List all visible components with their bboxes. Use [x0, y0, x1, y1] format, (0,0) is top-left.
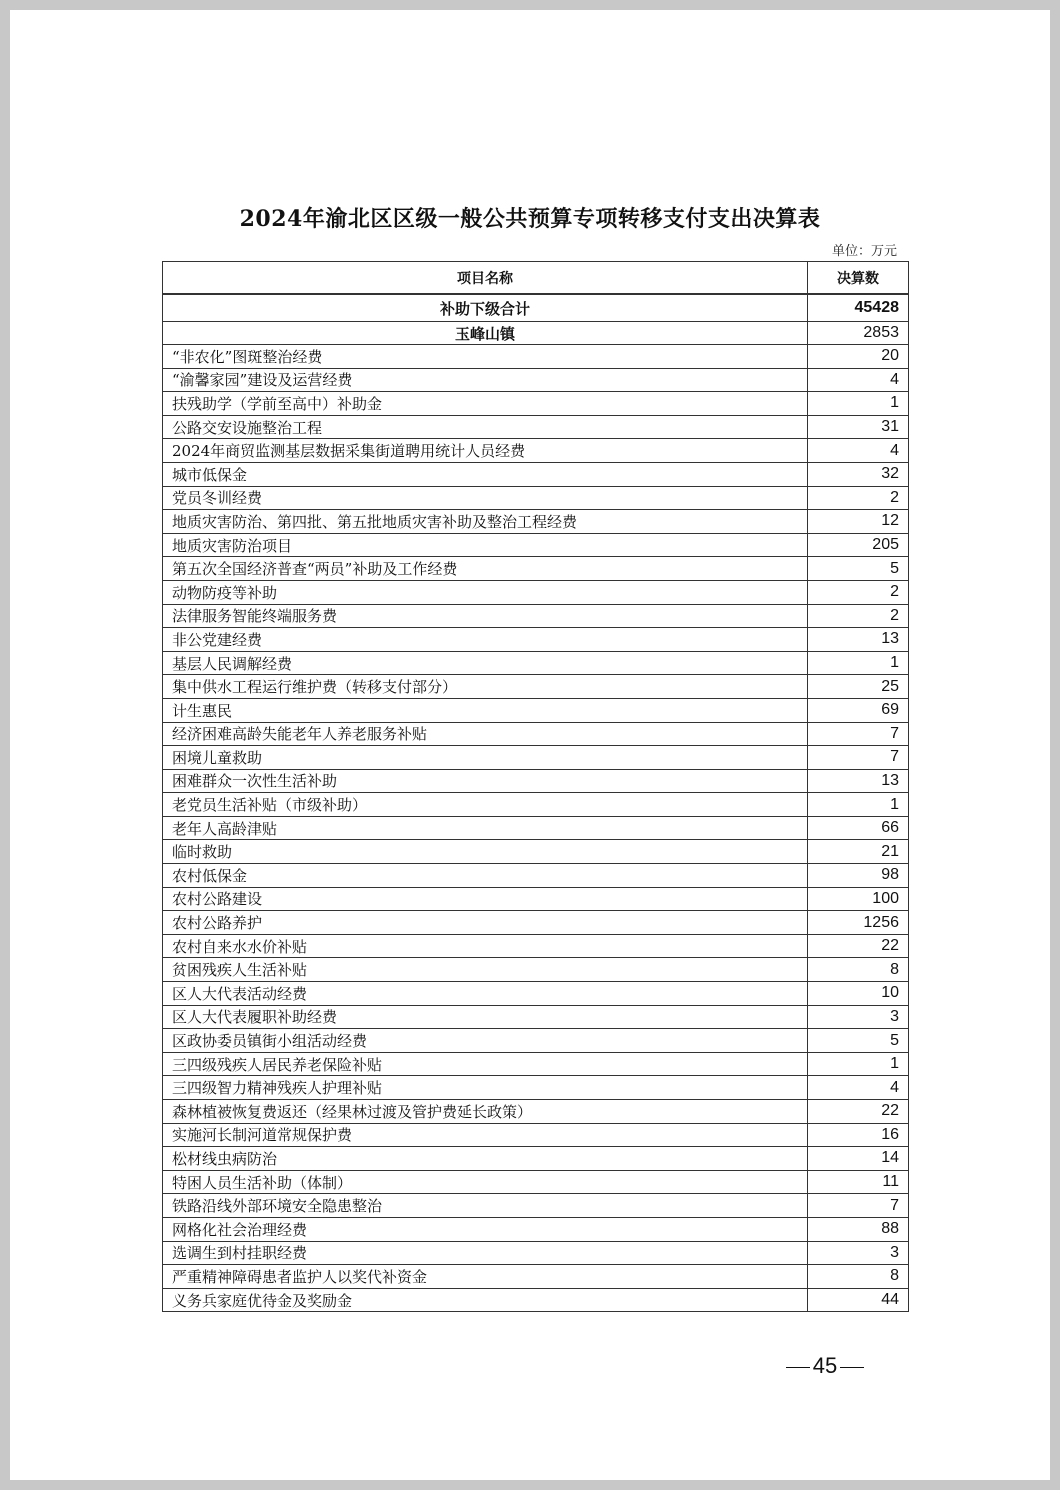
total-name: 补助下级合计 [163, 294, 808, 322]
row-value: 5 [808, 1029, 909, 1053]
table-row [163, 345, 909, 369]
total-value: 45428 [808, 294, 909, 322]
table-row [163, 982, 909, 1006]
row-name: 公路交安设施整治工程 [163, 415, 808, 439]
row-name: 老党员生活补贴（市级补助） [163, 793, 808, 817]
header-item-name: 项目名称 [163, 262, 808, 295]
row-name: 农村低保金 [163, 864, 808, 888]
table-row [163, 415, 909, 439]
table-row [163, 958, 909, 982]
row-name: 第五次全国经济普查“两员”补助及工作经费 [163, 557, 808, 581]
row-name: 铁路沿线外部环境安全隐患整治 [163, 1194, 808, 1218]
row-value: 32 [808, 462, 909, 486]
page-footer [780, 1353, 870, 1379]
row-value: 14 [808, 1147, 909, 1171]
table-row [163, 439, 909, 463]
table-row [163, 1217, 909, 1241]
row-value: 205 [808, 533, 909, 557]
row-value: 16 [808, 1123, 909, 1147]
row-name: 城市低保金 [163, 462, 808, 486]
table-row [163, 1288, 909, 1312]
row-value: 4 [808, 368, 909, 392]
row-name: 困难群众一次性生活补助 [163, 769, 808, 793]
table-row [163, 840, 909, 864]
table-body [163, 294, 909, 1312]
row-value: 10 [808, 982, 909, 1006]
row-name: 困境儿童救助 [163, 746, 808, 770]
table-row [163, 1147, 909, 1171]
table-row [163, 722, 909, 746]
total-row [163, 294, 909, 322]
row-value: 1 [808, 392, 909, 416]
row-name: 松材线虫病防治 [163, 1147, 808, 1171]
row-name: 选调生到村挂职经费 [163, 1241, 808, 1265]
table-row [163, 580, 909, 604]
footer-dash-left [786, 1367, 810, 1368]
row-name: 集中供水工程运行维护费（转移支付部分） [163, 675, 808, 699]
table-row [163, 1052, 909, 1076]
row-value: 2 [808, 486, 909, 510]
table-row [163, 911, 909, 935]
row-value: 25 [808, 675, 909, 699]
table-row [163, 698, 909, 722]
row-name: 经济困难高龄失能老年人养老服务补贴 [163, 722, 808, 746]
table-row [163, 887, 909, 911]
row-name: 实施河长制河道常规保护费 [163, 1123, 808, 1147]
row-name: 区人大代表履职补助经费 [163, 1005, 808, 1029]
row-name: 三四级残疾人居民养老保险补贴 [163, 1052, 808, 1076]
row-value: 4 [808, 439, 909, 463]
row-value: 13 [808, 769, 909, 793]
table-row [163, 1005, 909, 1029]
row-name: 扶残助学（学前至高中）补助金 [163, 392, 808, 416]
row-value: 13 [808, 628, 909, 652]
row-name: 三四级智力精神残疾人护理补贴 [163, 1076, 808, 1100]
town-name: 玉峰山镇 [163, 322, 808, 345]
table-row [163, 557, 909, 581]
table-row [163, 510, 909, 534]
row-name: 计生惠民 [163, 698, 808, 722]
row-value: 88 [808, 1217, 909, 1241]
row-value: 21 [808, 840, 909, 864]
footer-dash-right [840, 1367, 864, 1368]
row-value: 1256 [808, 911, 909, 935]
table-row [163, 1076, 909, 1100]
row-value: 4 [808, 1076, 909, 1100]
table-row [163, 1265, 909, 1289]
table-row [163, 1241, 909, 1265]
unit-label: 单位：万元 [831, 244, 897, 259]
row-value: 3 [808, 1241, 909, 1265]
row-name: 临时救助 [163, 840, 808, 864]
row-name: “非农化”图斑整治经费 [163, 345, 808, 369]
row-name: 农村自来水水价补贴 [163, 934, 808, 958]
row-name: 区人大代表活动经费 [163, 982, 808, 1006]
table-row [163, 675, 909, 699]
table-row [163, 392, 909, 416]
table-row [163, 486, 909, 510]
table-row [163, 793, 909, 817]
row-name: 党员冬训经费 [163, 486, 808, 510]
row-value: 11 [808, 1170, 909, 1194]
table-row [163, 628, 909, 652]
row-value: 22 [808, 1100, 909, 1124]
row-value: 69 [808, 698, 909, 722]
row-name: 地质灾害防治、第四批、第五批地质灾害补助及整治工程经费 [163, 510, 808, 534]
table-row [163, 651, 909, 675]
row-name: 网格化社会治理经费 [163, 1217, 808, 1241]
table-row [163, 368, 909, 392]
table-row [163, 864, 909, 888]
row-value: 20 [808, 345, 909, 369]
row-value: 8 [808, 958, 909, 982]
row-name: 区政协委员镇街小组活动经费 [163, 1029, 808, 1053]
row-name: 老年人高龄津贴 [163, 816, 808, 840]
table-row [163, 462, 909, 486]
row-value: 31 [808, 415, 909, 439]
row-name: 特困人员生活补助（体制） [163, 1170, 808, 1194]
row-value: 3 [808, 1005, 909, 1029]
row-value: 1 [808, 651, 909, 675]
table-row [163, 934, 909, 958]
row-value: 8 [808, 1265, 909, 1289]
row-value: 7 [808, 1194, 909, 1218]
table-row [163, 533, 909, 557]
table-row [163, 1170, 909, 1194]
row-value: 2 [808, 580, 909, 604]
row-name: 动物防疫等补助 [163, 580, 808, 604]
table-row [163, 746, 909, 770]
row-value: 5 [808, 557, 909, 581]
row-name: 严重精神障碍患者监护人以奖代补资金 [163, 1265, 808, 1289]
town-row [163, 322, 909, 345]
town-value: 2853 [808, 322, 909, 345]
row-value: 98 [808, 864, 909, 888]
row-name: 农村公路养护 [163, 911, 808, 935]
table-row [163, 769, 909, 793]
row-value: 44 [808, 1288, 909, 1312]
row-name: 义务兵家庭优待金及奖励金 [163, 1288, 808, 1312]
row-value: 66 [808, 816, 909, 840]
table-row [163, 816, 909, 840]
row-name: 基层人民调解经费 [163, 651, 808, 675]
row-value: 100 [808, 887, 909, 911]
row-name: 地质灾害防治项目 [163, 533, 808, 557]
table-row [163, 604, 909, 628]
row-name: “渝馨家园”建设及运营经费 [163, 368, 808, 392]
row-name: 森林植被恢复费返还（经果林过渡及管护费延长政策） [163, 1100, 808, 1124]
table-row [163, 1029, 909, 1053]
page-title: 2024年渝北区区级一般公共预算专项转移支付支出决算表 [239, 206, 821, 232]
row-value: 1 [808, 1052, 909, 1076]
row-value: 12 [808, 510, 909, 534]
table-row [163, 1123, 909, 1147]
table-header-row [163, 262, 909, 295]
row-value: 1 [808, 793, 909, 817]
row-value: 7 [808, 722, 909, 746]
row-name: 2024年商贸监测基层数据采集街道聘用统计人员经费 [163, 439, 808, 463]
row-name: 法律服务智能终端服务费 [163, 604, 808, 628]
budget-table [162, 261, 909, 1312]
row-value: 2 [808, 604, 909, 628]
row-value: 22 [808, 934, 909, 958]
table-row [163, 1194, 909, 1218]
row-value: 7 [808, 746, 909, 770]
table-row [163, 1100, 909, 1124]
page-number: 45 [812, 1353, 838, 1378]
row-name: 农村公路建设 [163, 887, 808, 911]
header-amount: 决算数 [808, 262, 909, 295]
row-name: 非公党建经费 [163, 628, 808, 652]
row-name: 贫困残疾人生活补贴 [163, 958, 808, 982]
